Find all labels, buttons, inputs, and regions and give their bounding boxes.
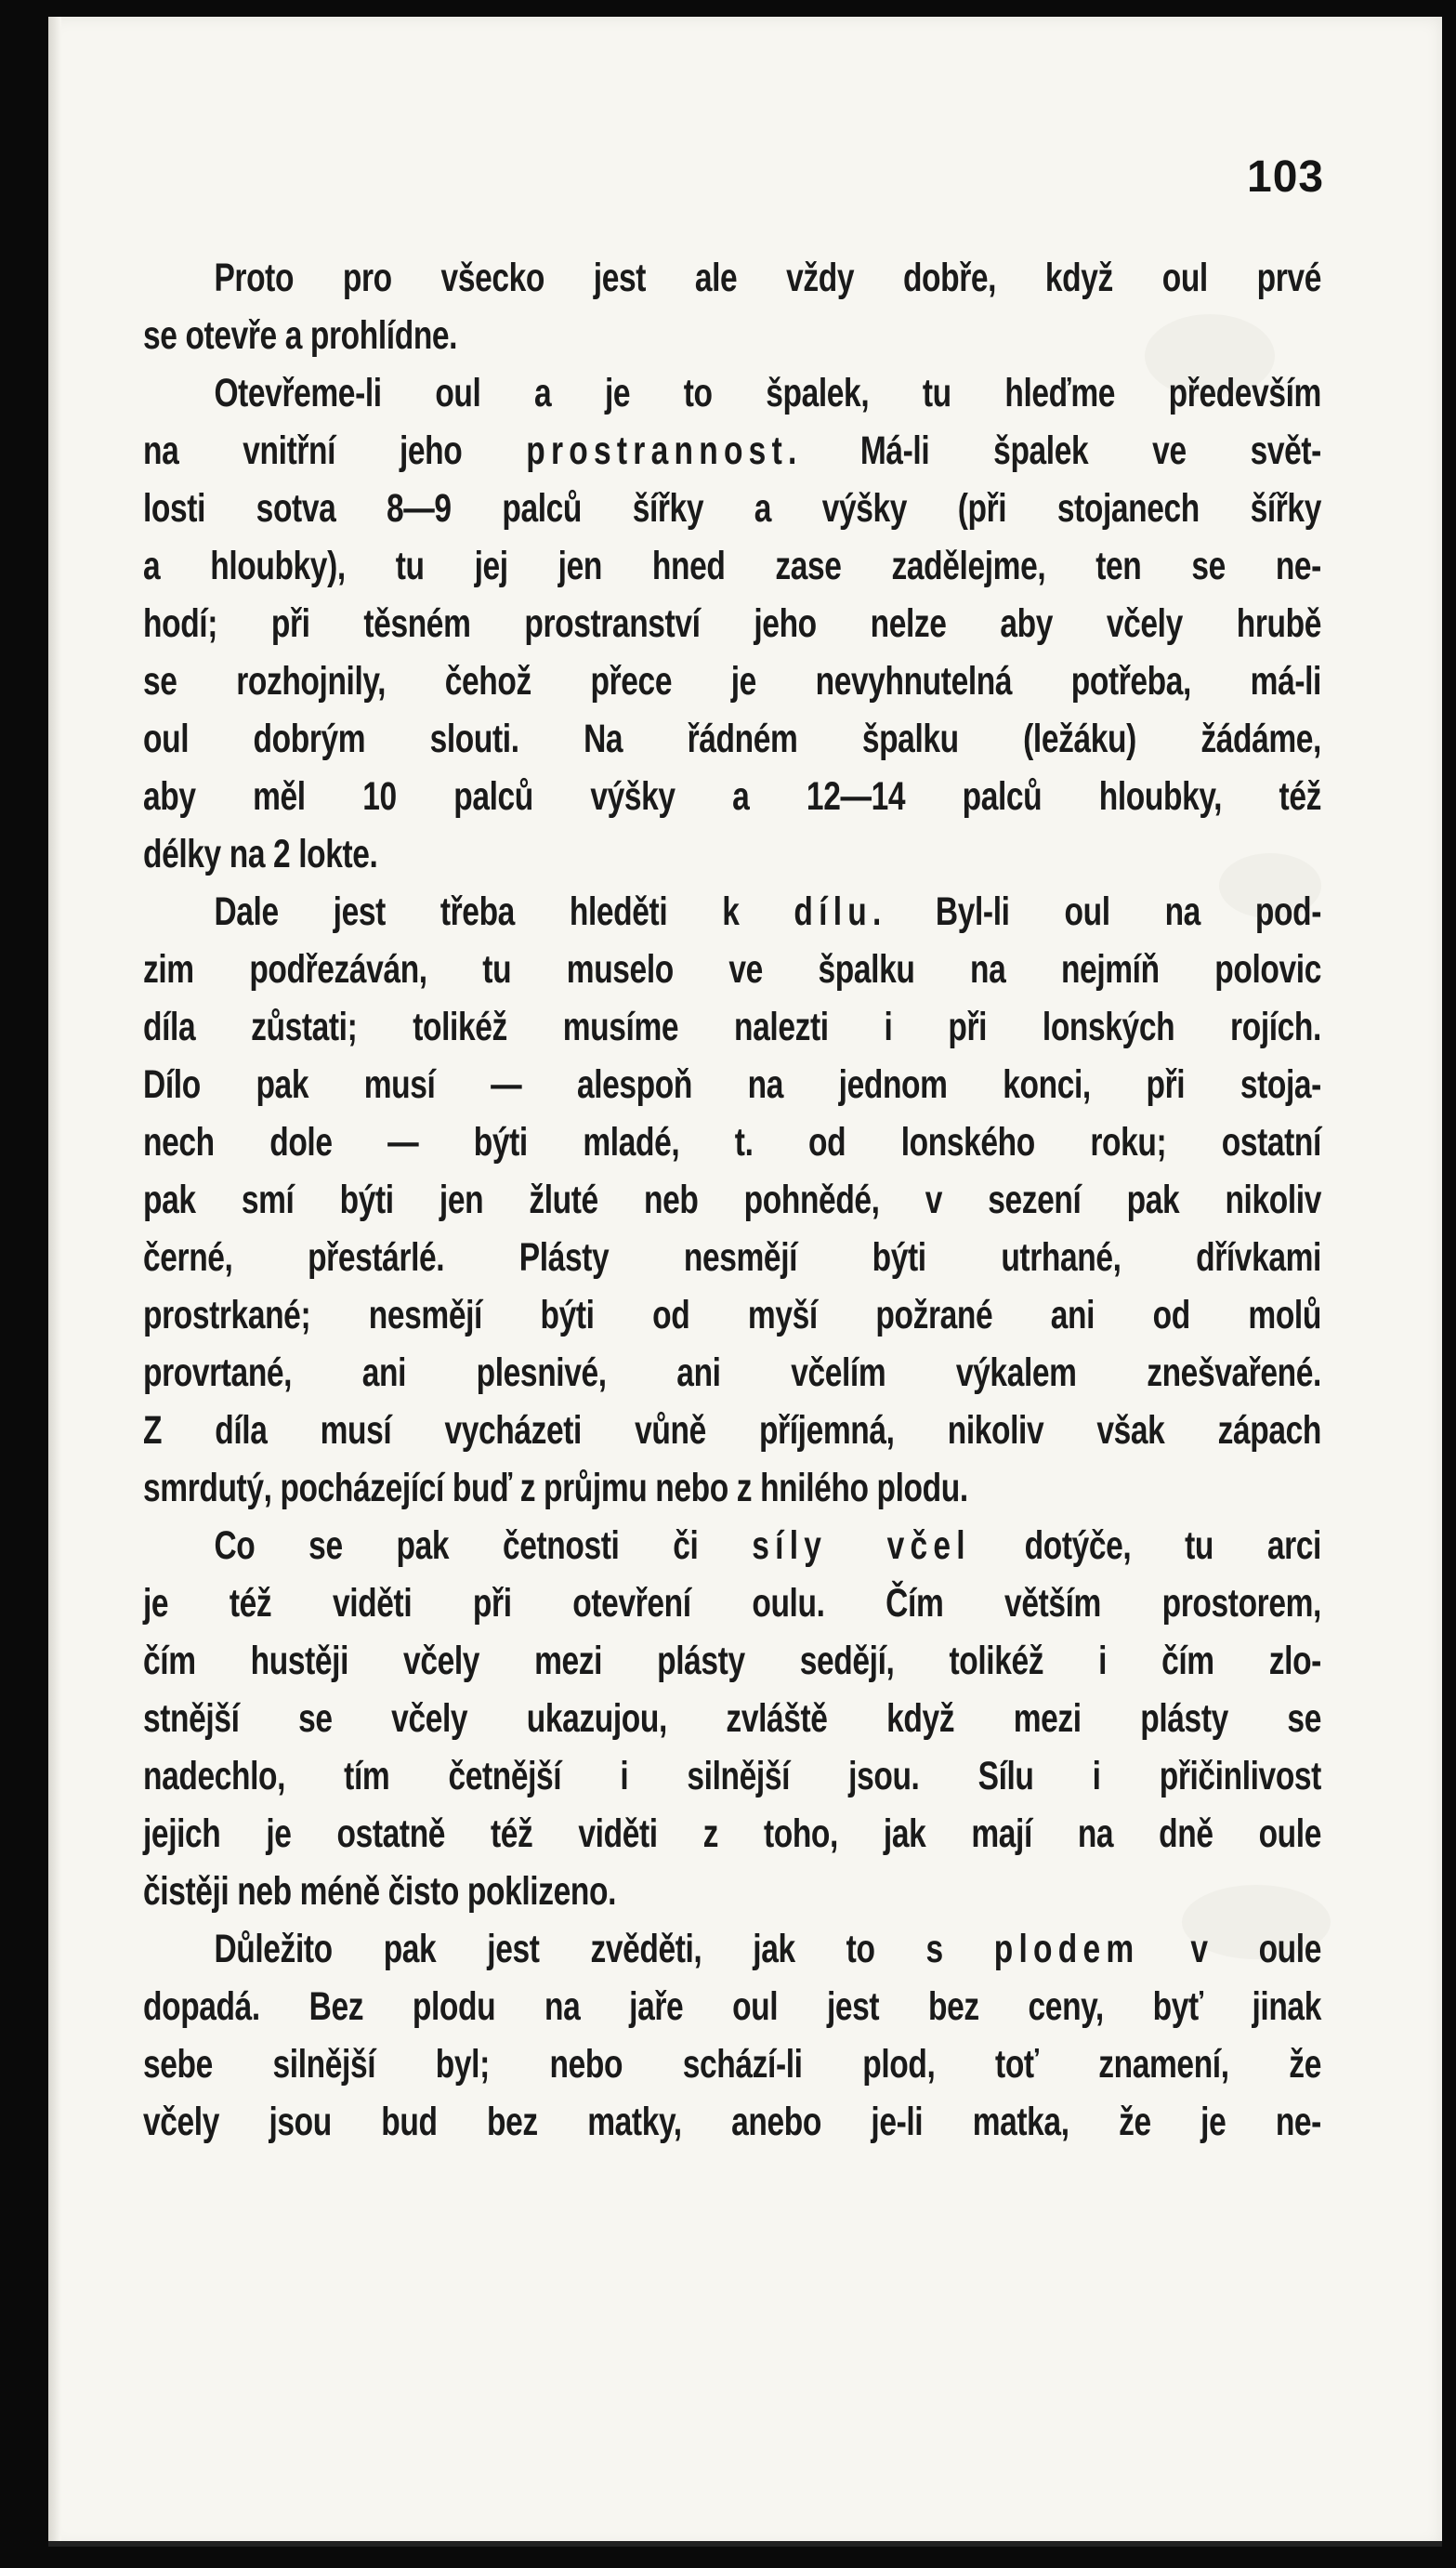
text-line: prostrkané; nesmějí býti od myší požrané ani od molů <box>143 1293 1321 1337</box>
text-line: se rozhojnily, čehož přece je nevyhnutelná potřeba, má-li <box>143 659 1321 704</box>
text-fragment: Důležito pak jest zvěděti, jak to s <box>214 1927 994 1971</box>
text-line: Proto pro všecko jest ale vždy dobře, když oul prvé <box>214 256 1321 300</box>
text-line: Otevřeme-li oul a je to špalek, tu hleďme především <box>214 371 1321 415</box>
text-line: černé, přestárlé. Plásty nesmějí býti utrhané, dřívkami <box>143 1235 1321 1280</box>
spaced-emphasis: síly včel <box>752 1523 971 1568</box>
text-line <box>143 422 1321 480</box>
text-fragment: . Byl-li oul na pod- <box>872 889 1321 934</box>
text-line: se otevře a prohlídne. <box>143 313 458 358</box>
text-fragment: na vnitřní jeho <box>143 428 527 473</box>
paragraph <box>143 1517 1323 1920</box>
text-line: aby měl 10 palců výšky a 12—14 palců hloubky, též <box>143 774 1321 819</box>
text-line: čím hustěji včely mezi plásty sedějí, tolikéž i čím zlo- <box>143 1639 1321 1683</box>
paragraph <box>143 364 1323 883</box>
text-line: smrdutý, pocházející buď z průjmu nebo z hnilého plodu. <box>143 1466 968 1510</box>
text-line: oul dobrým slouti. Na řádném špalku (ležáku) žádáme, <box>143 717 1321 761</box>
text-line: pak smí býti jen žluté neb pohnědé, v sezení pak nikoliv <box>143 1178 1321 1222</box>
spaced-emphasis: prostrannost <box>526 428 788 473</box>
text-line: a hloubky), tu jej jen hned zase zadělejme, ten se ne- <box>143 544 1321 588</box>
text-fragment: Dale jest třeba hleděti k <box>214 889 794 934</box>
paragraph <box>143 883 1323 1517</box>
text-fragment: Co se pak četnosti či <box>214 1523 753 1568</box>
text-fragment: . Má-li špalek ve svět- <box>787 428 1321 473</box>
text-line: čistěji neb méně čisto poklizeno. <box>143 1869 616 1914</box>
paragraph <box>143 249 1323 364</box>
text-line: Dílo pak musí — alespoň na jednom konci, při stoja- <box>143 1062 1321 1107</box>
page-number: 103 <box>1247 152 1325 202</box>
spaced-emphasis: plodem <box>993 1927 1140 1971</box>
text-fragment: v oule <box>1139 1927 1321 1971</box>
text-fragment: dotýče, tu arci <box>970 1523 1321 1568</box>
text-line: nech dole — býti mladé, t. od lonského roku; ostatní <box>143 1120 1321 1165</box>
book-page <box>48 17 1442 2547</box>
text-line <box>143 883 1321 941</box>
text-line: sebe silnější byl; nebo schází-li plod, toť znamení, že <box>143 2042 1321 2087</box>
text-line: losti sotva 8—9 palců šířky a výšky (při stojanech šířky <box>143 486 1321 531</box>
text-line: hodí; při těsném prostranství jeho nelze aby včely hrubě <box>143 601 1321 646</box>
text-line: stnější se včely ukazujou, zvláště když mezi plásty se <box>143 1696 1321 1741</box>
text-line: je též viděti při otevření oulu. Čím větším prostorem, <box>143 1581 1321 1626</box>
text-line: Z díla musí vycházeti vůně příjemná, nikoliv však zápach <box>143 1408 1321 1453</box>
text-line: jejich je ostatně též viděti z toho, jak mají na dně oule <box>143 1811 1321 1856</box>
text-line: délky na 2 lokte. <box>143 832 378 876</box>
body-text <box>143 249 1323 2151</box>
text-line <box>143 1920 1321 1978</box>
text-line: včely jsou bud bez matky, anebo je-li matka, že je ne- <box>143 2100 1321 2144</box>
spaced-emphasis: dílu <box>794 889 873 934</box>
text-line: dopadá. Bez plodu na jaře oul jest bez ceny, byť jinak <box>143 1984 1321 2029</box>
page-bottom-edge <box>48 2541 1442 2547</box>
text-line: nadechlo, tím četnější i silnější jsou. Sílu i přičinlivost <box>143 1754 1321 1798</box>
page-gutter-shadow <box>48 17 61 2547</box>
text-line: díla zůstati; tolikéž musíme nalezti i při lonských rojích. <box>143 1005 1321 1049</box>
text-line <box>143 1517 1321 1574</box>
text-line: provrtané, ani plesnivé, ani včelím výkalem znešvařené. <box>143 1350 1321 1395</box>
paragraph <box>143 1920 1323 2151</box>
text-line: zim podřezáván, tu muselo ve špalku na nejmíň polovic <box>143 947 1321 992</box>
